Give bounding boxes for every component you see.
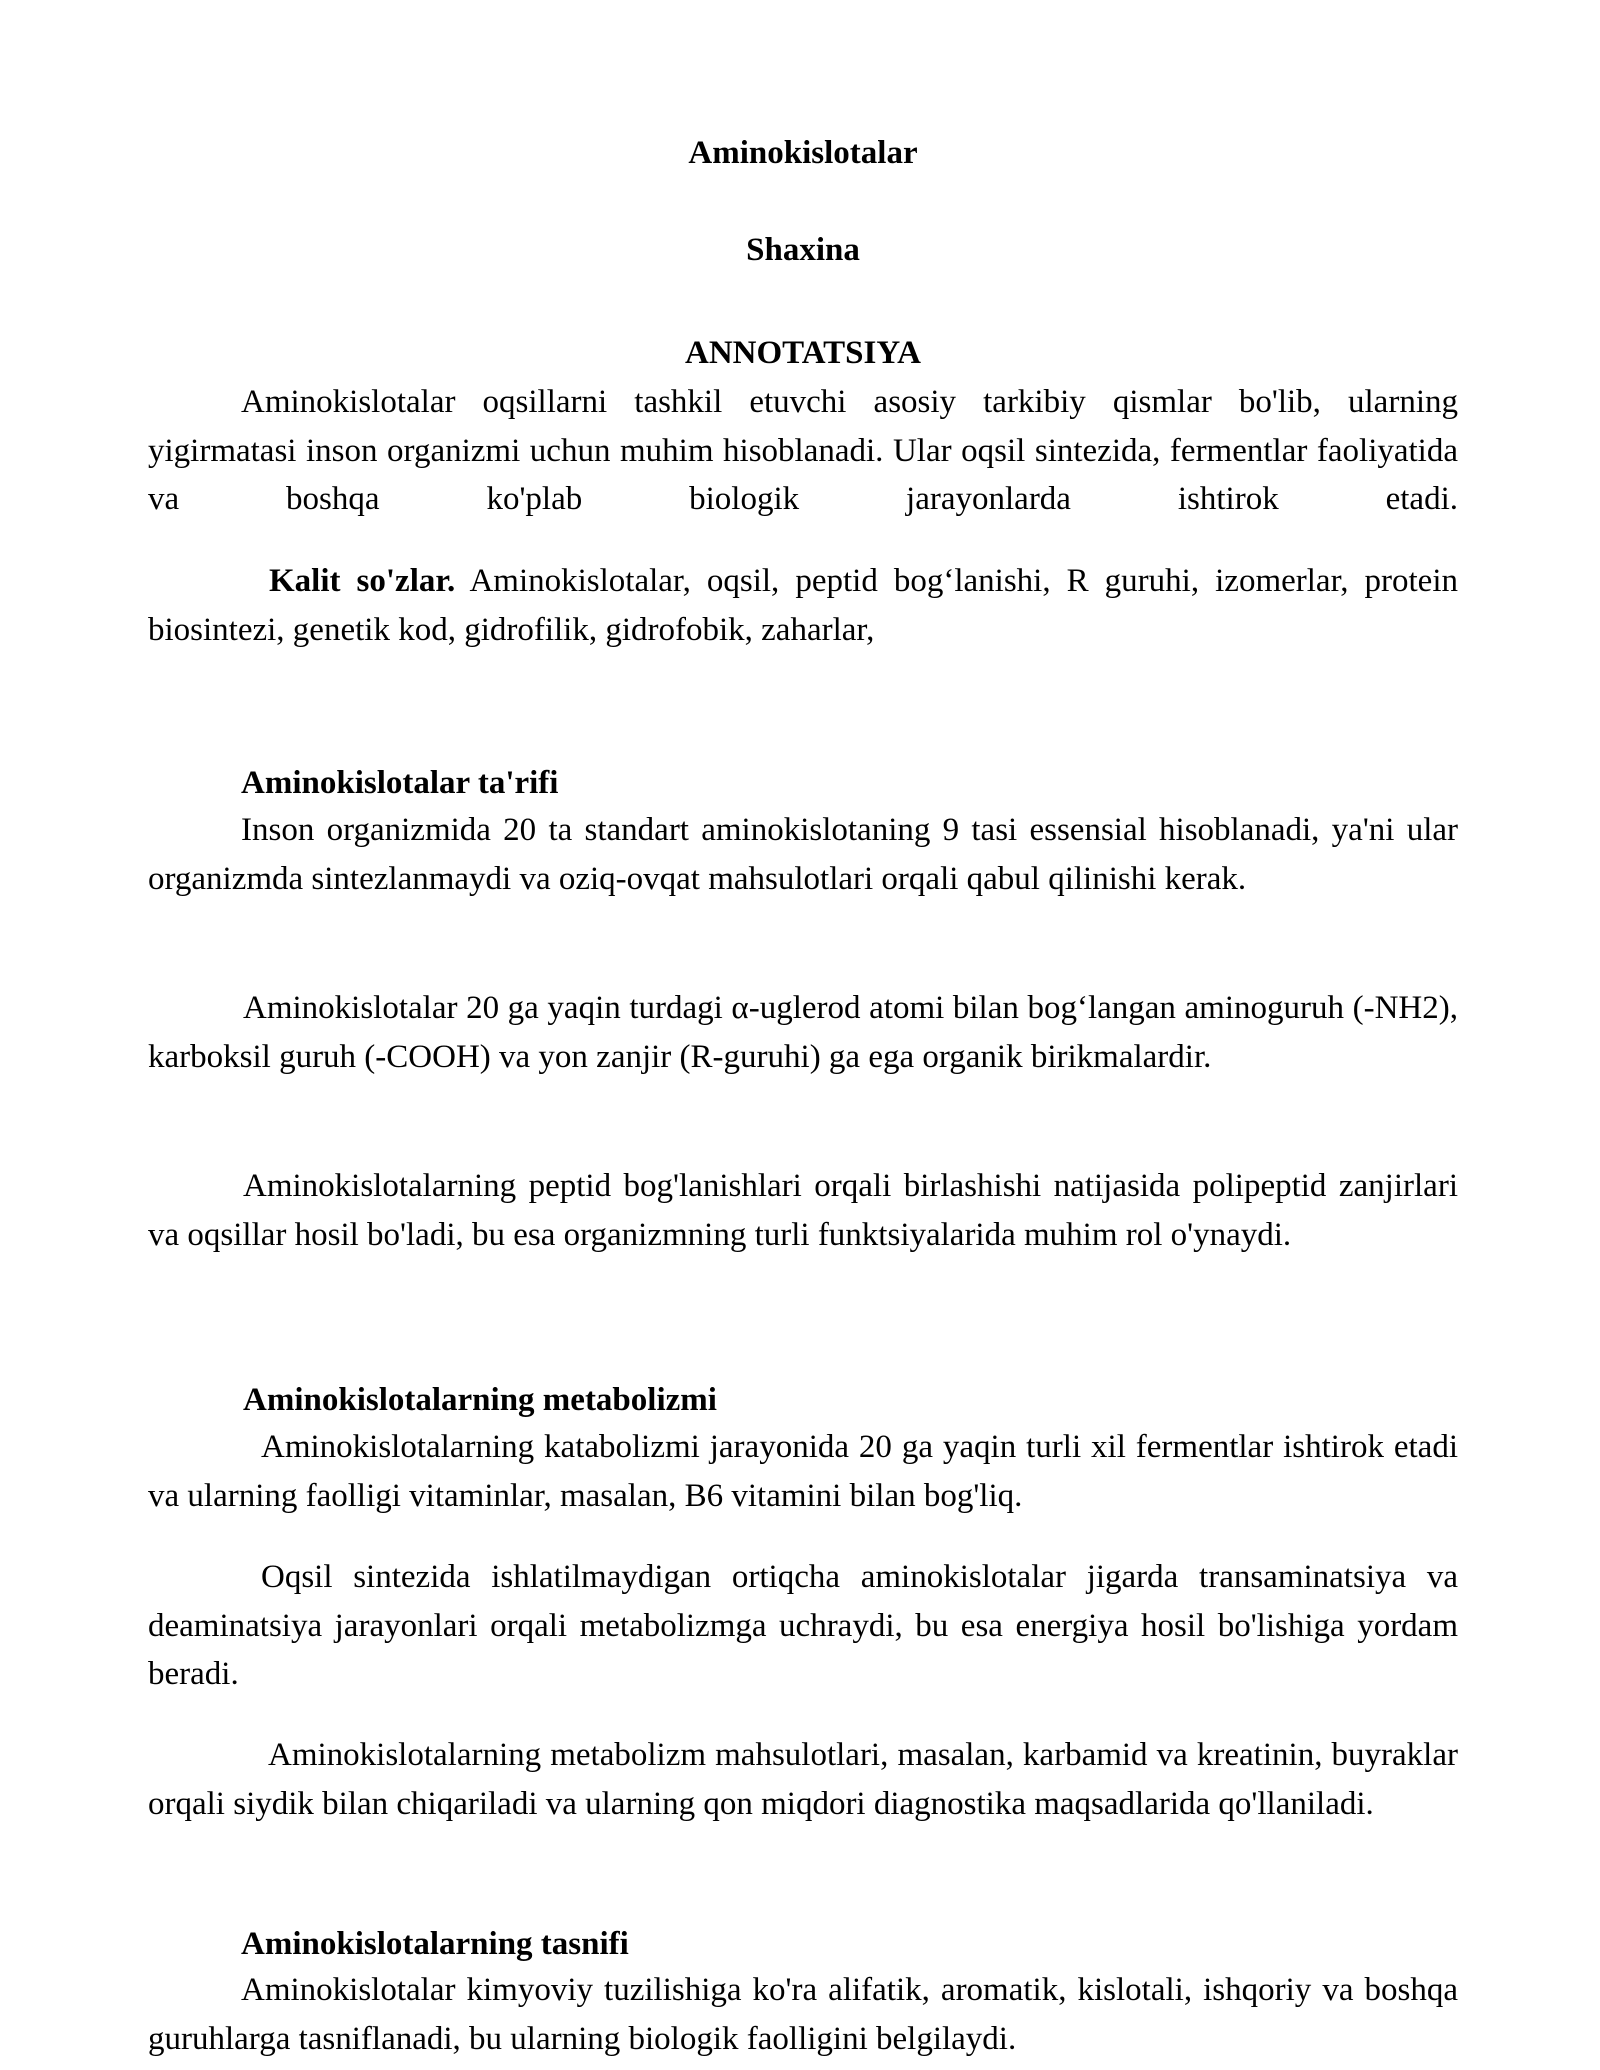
definition-paragraph-1: Inson organizmida 20 ta standart aminokislotaning 9 tasi essensial hisoblanadi, ya'ni ular organizmda sintezlanmaydi va oziq-ovqat mahsulotlari orqali qabul qilinishi kerak. [148, 812, 1458, 897]
metabolism-paragraph-1: Aminokislotalarning katabolizmi jarayonida 20 ga yaqin turli xil fermentlar ishtirok etadi va ularning faolligi vitaminlar, masalan, B6 vitamini bilan bog'liq. [148, 1429, 1458, 1514]
annotation-paragraph: Aminokislotalar oqsillarni tashkil etuvchi asosiy tarkibiy qismlar bo'lib, ularning yigirmatasi inson organizmi uchun muhim hisoblanadi. Ular oqsil sintezida, fermentlar faoliyatida va boshqa ko'plab biologik jarayonlarda ishtirok etadi. [148, 384, 1458, 517]
keywords-label: Kalit so'zlar. [269, 563, 456, 599]
document-title: Aminokislotalar [688, 135, 918, 171]
metabolism-paragraph-2: Oqsil sintezida ishlatilmaydigan ortiqcha aminokislotalar jigarda transaminatsiya va deaminatsiya jarayonlari orqali metabolizmga uchraydi, bu esa energiya hosil bo'lishiga yordam beradi. [148, 1559, 1458, 1692]
metabolism-paragraph-3: Aminokislotalarning metabolizm mahsulotlari, masalan, karbamid va kreatinin, buyraklar orqali siydik bilan chiqariladi va ularning qon miqdori diagnostika maqsadlarida qo'llaniladi. [148, 1737, 1458, 1822]
annotation-heading: ANNOTATSIYA [685, 335, 921, 371]
keywords-text: Aminokislotalar, oqsil, peptid bog‘lanishi, R guruhi, izomerlar, protein biosintezi, genetik kod, gidrofilik, gidrofobik, zaharlar, [148, 563, 1458, 648]
keywords-paragraph [148, 557, 1458, 654]
document-author: Shaxina [746, 232, 860, 268]
section-heading-definition: Aminokislotalar ta'rifi [241, 765, 559, 801]
definition-paragraph-3: Aminokislotalarning peptid bog'lanishlari orqali birlashishi natijasida polipeptid zanjirlari va oqsillar hosil bo'ladi, bu esa organizmning turli funktsiyalarida muhim rol o'ynaydi. [148, 1168, 1458, 1253]
section-heading-classification: Aminokislotalarning tasnifi [241, 1926, 629, 1962]
section-heading-metabolism: Aminokislotalarning metabolizmi [243, 1382, 717, 1418]
classification-paragraph-1: Aminokislotalar kimyoviy tuzilishiga ko'ra alifatik, aromatik, kislotali, ishqoriy va boshqa guruhlarga tasniflanadi, bu ularning biologik faolligini belgilaydi. [148, 1972, 1458, 2057]
definition-paragraph-2: Aminokislotalar 20 ga yaqin turdagi α-uglerod atomi bilan bog‘langan aminoguruh (-NH2), karboksil guruh (-COOH) va yon zanjir (R-guruhi) ga ega organik birikmalardir. [148, 990, 1458, 1075]
